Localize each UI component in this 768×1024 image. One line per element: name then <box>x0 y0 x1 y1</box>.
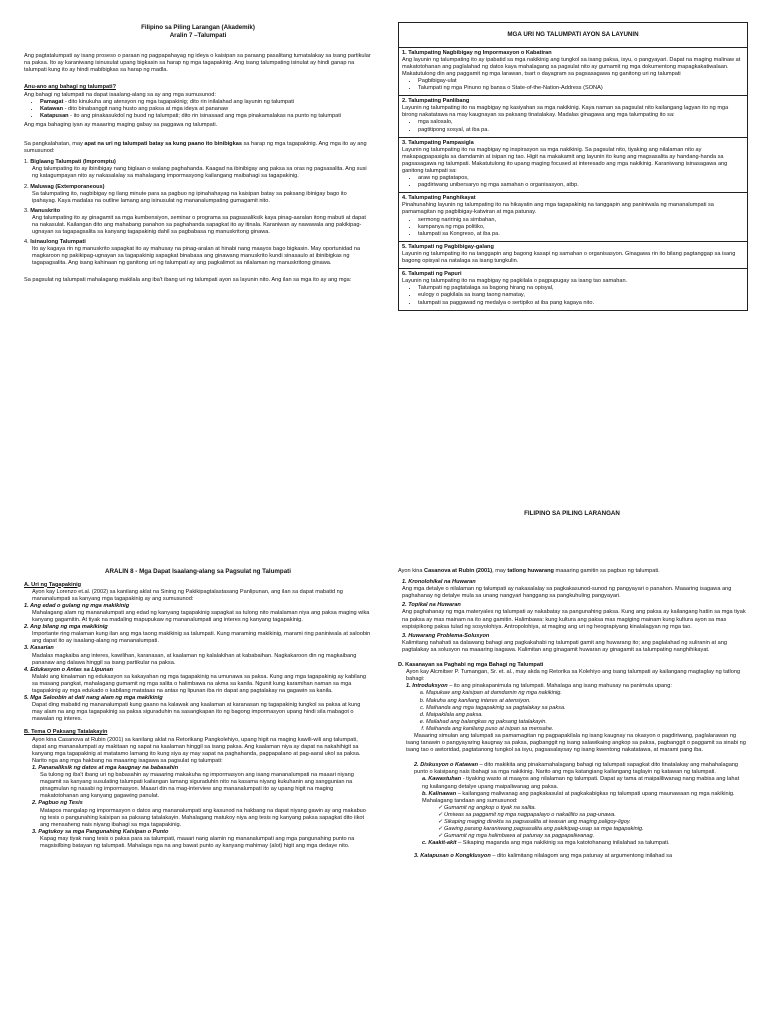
top-left-column <box>24 24 372 288</box>
section-heading: B. Tema O Paksang Tatalakayin <box>24 729 108 736</box>
section-intro: Ayon kay Alcmitser P. Tumangan, Sr. et. al., may akda ng Retorika sa Kolehiyo ang isang talumpati ay kailangang magtaglay ng tatlong bahagi: <box>406 669 741 683</box>
list-item: f. Maihanda ang kanilang puso at isipan sa mensahe. <box>426 726 746 733</box>
parts-list <box>24 99 372 120</box>
list-item: 1. Biglaang Talumpati (Impromptu) Ang talumpating ito ay ibinibigay nang biglaan o walang paghahanda. Kaagad na ibinibigay ang paksa sa oras ng pagsasalita. Ang susi ng katagumpayan nito ay nakasalalay sa mahalagang impormasyong kailangang maibahagi sa tagapakinig. <box>24 159 367 180</box>
box-title: MGA URI NG TALUMPATI AYON SA LAYUNIN <box>399 23 747 48</box>
list-item: 1. Kronolohikal na Huwaran Ang mga detalye o nilalaman ng talumpati ay nakasalalay sa pagkakasunod-sunod ng pangyayari o panahon. Maaaring isagawa ang paghahanay ng detalye mula sa unang nangyari hanggang sa pangkuhuling pangyayari. <box>402 579 732 600</box>
list-item: • Talumpati ng mga Pinuno ng bansa o State-of-the-Nation-Address (SONA) <box>418 85 744 92</box>
list-item: 2. Ang bilang ng mga makikinig Importante ring malaman kung ilan ang mga taong makikinig sa talumpati. Kung maraming makikinig, marami ring paniniwala at saloobin ang dapat ito ay isaalang-alang ng mananalumpati. <box>24 624 371 645</box>
running-header: FILIPINO SA PILING LARANGAN <box>524 510 620 517</box>
list-item: • eulogy o pagkilala sa isang taong namatay, <box>418 292 744 299</box>
list-item: d. Maipakilala ang paksa. <box>426 712 746 719</box>
list-item: c. Kaakit-akit – Sikaping maganda ang mga nakikinig sa mga katotohanang inilalahad sa talumpati. <box>422 840 670 847</box>
list-item: 3. Katapusan o Kongklusyon – dito kalimitang nilalagom ang mga patunay at argumentong inilahad sa <box>414 853 673 860</box>
list-item: a. Mapukaw ang kaisipan at damdamin ng mga nakikinig. <box>426 690 746 697</box>
list-item: 3. Pagtukoy sa mga Pangunahing Kaisipan o Punto Kapag may tiyak nang tesis o paksa para sa talumpati, maaari nang alamin ng mananalumpati ang mga pangunahing punto na magsisilbing batayan ng talumpati. Mahalaga nga na ang bawat punto ay kanyang mahimay (alot) higit ang mga dedaye nito. <box>32 828 355 849</box>
speech-types-box <box>398 22 748 311</box>
box-section: 3. Talumpating Pampasigla Layunin ng talumpating ito na magbigay ng inspirasyon sa mga nakikinig. Sa pagsulat nito, tiyaking ang nilalaman nito ay makapagpapasigla sa damdamin at isipan ng tao. Higit na makakamit ang layunin ito kung ang magsasalita ay handang-handa sa pagsasagawa ng talumpati. Makatutulong ito upang maging focused at interesado ang mga nakikinig. Karaniwang isinasagawa ang ganitong talumpati sa: • araw ng pagtatapos, • pagdiriwang unibersaryo ng mga samahan o organisasyon, atbp. <box>399 138 747 194</box>
list-item: b. Makuha ang kanilang interes at atensiyon. <box>426 698 746 705</box>
list-item: ✓ Sikaping maging direkta sa pagsasalita at iwasan ang maging paligoy-ligoy. <box>444 819 746 826</box>
list-item: • pagdiriwang unibersaryo ng mga samahan o organisasyon, atbp. <box>418 182 744 189</box>
list-item: ✓ Gumamit ng mga halimbawa at patunay sa pagpapaliwanag. <box>444 833 746 840</box>
section-heading: A. Uri ng Tagapakinig <box>24 581 82 588</box>
box-section: 6. Talumpati ng Papuri Layunin ng talumpating ito na magbigay ng pagkilala o pagpupugay sa isang tao samahan. • Talumpati ng pagtatalaga sa bagong hirang na opisyal, • eulogy o pagkilala sa isang taong namatay, • talumpati sa paggawad ng medalya o sertipiko at iba pang kagaya nito. <box>399 269 747 309</box>
list-item: • Pagbibigay-ulat <box>418 78 744 85</box>
list-item: 2. Pagbuo ng Tesis Matapos mangalap ng impormasyon o datos ang mananalumpati ang kasunod na hakbang na dapat niyang gawin ay ang makabuo ng tesis o pangunahing kaisipan sa paksang tatalakayin. Mahalagang matukoy niya ang tesis ng kanyang paksa sapagkat dito iikot ang mensaheng nais niyang ibahagi sa mga tagapakinig. <box>32 800 366 828</box>
list-item: • pagtitipong sosyal, at iba pa. <box>418 127 744 134</box>
lesson-title: Aralin 7 –Talumpati <box>169 31 227 39</box>
list-item: ✓ Gawing parang karaniwang pagsasalita ang pakikipag-usap sa mga tagapakinig. <box>444 826 746 833</box>
list-item: • mga salosalo, <box>418 119 744 126</box>
list-item: 3. Manuskrito Ang talumpating ito ay ginagamit sa mga kumbensiyon, seminar o programa sa pagsasaliksik kaya pinag-aaralan itong mabuti at dapat na nakasulat. Kailangan dito ang mahabang panahon sa paghahanda sapagkat ito ay itinala. Karaniwan ay nawawala ang pakikipag-ugnayan sa tagapagsalita sa kanyang tagapakinig dahil sa pagbabasa ng manuskritong ginawa. <box>24 207 366 236</box>
parts-note: Ang mga bahaging iyan ay maaaring maging gabay sa paggawa ng talumpati. <box>24 121 218 128</box>
section-heading: D. Kasanayan sa Paghabi ng mga Bahagi ng Talumpati <box>398 662 544 669</box>
list-item: 3. Huwarang Problema-Solusyon Kalimitang nahahati sa dalawang bahagi ang pagkakahabi ng talumpati gamit ang huwarang ito; ang paglalahad ng suliranin at ang pagtalakay sa solusyon na maaaring isagawa. Kalimitan ang ginagamit huwaran ay ginagamit sa talumpating nanghihikayat. <box>402 632 727 653</box>
box-section: 5. Talumpati ng Pagbibigay-galang Layunin ng talumpating ito na tanggapin ang bagong kasapi ng samahan o organisasyon. Ginagawa rin ito bilang pagtanggap sa isang bagong opisyal na natalaga sa isang tungkulin. <box>399 242 747 269</box>
kinds-list <box>24 159 372 267</box>
patterns-intro: Ayon kina Casanova at Rubin (2001), may tatlong huwarang maaaring gamitin sa pagbuo ng talumpati. <box>398 568 660 574</box>
parts-intro: Ang bahagi ng talumpati na dapat isaalang-alang sa ay ang mga sumusunod: <box>24 91 216 98</box>
list-item: ✓ Gumamit ng angkop o tiyak na salita. <box>444 805 746 812</box>
list-item: 2. Maluwag (Extemporaneous) Sa talumpating ito, nagbibigay ng ilang minute para sa pagbuo ng ipinahahayag na kaisipan batay sa paksang ibinigay bago ito ipahayag. Kaya madalas na outline lamang ang isinusulat ng mananalumpating gumagamit nito. <box>24 183 347 204</box>
parts-heading: Anu-ano ang bahagi ng talumpati? <box>24 84 116 91</box>
list-item: • araw ng pagtatapos, <box>418 175 744 182</box>
list-item: 4. Edukasyon o Antas sa Lipunan Malaki ang kinalaman ng edukasyon sa kakayahan ng mga tagapakinig na umunawa sa paksa. Kung ang mga tagapakinig ay kabilang sa masang pangkat, mahalagang gumamit ng mga salita o halimbawa na akma sa kanila. Ngunit kung karamihan naman sa mga tagapakinig ay mga edukado o kabilang matataas na antas ng lipunan iba rin dapat ang pagtalakay na gagawin sa kanila. <box>24 666 366 694</box>
box-section: 2. Talumpating Panlibang Layunin ng talumpating ito na magbigay ng kasiyahan sa mga nakikinig. Kaya naman sa pagsulat nito kailangang lagyan ito ng mga birong nakatatawa na may kaugnayan sa paksang tinatalakay. Madalas ginagawa ang mga talumpating ito sa: • mga salosalo, • pagtitipong sosyal, at iba pa. <box>399 96 747 137</box>
page-top <box>0 0 768 510</box>
box-section: 1. Talumpating Nagbibigay ng Impormasyon o Kabatiran Ang layunin ng talumpating ito ay ipabatid sa mga nakikinig ang tungkol sa isang paksa, isyu, o pangyayari. Dapat na maging malinaw at makatotohanan ang paglalahad ng datos kaya mahalagang sa pagsulat nito ay gumamit ng mga dokumentong mapagkakatiwalaan. Makatutulong din ang paggamit ng mga larawan, tsart o dayagram sa pagsasagawa ng ganitong uri ng talumpati • Pagbibigay-ulat • Talumpati ng mga Pinuno ng bansa o State-of-the-Nation-Address (SONA) <box>399 48 747 97</box>
page-bottom <box>0 510 768 1024</box>
list-item: 3. Kasarian Madalas magkaiba ang interes, kawilihan, karanasan, at kaalaman ng kalalakihan at kababaihan. Nagkakaroon din ng magkaibang pananaw ang dalawa hinggil sa isang partikular na paksa. <box>24 645 357 666</box>
list-item: e. Mailahad ang balangkas ng paksang tatalakayin. <box>426 719 746 726</box>
section-intro: Ayon kay Lorenzo et.al. (2002) sa kanilang aklat na Sining ng Pakikipagtalastasang Panlipunan, ang ilan sa dapat mabatid ng mananalumpati sa kanyang mga tagapakinig ay ang sumusunod: <box>32 588 343 602</box>
bottom-right-column <box>398 568 746 860</box>
list-item: ✓ Umiwas sa paggamit ng mga nagpapalayo o nakalilito sa pag-unawa. <box>444 812 746 819</box>
clarity-list <box>398 805 746 840</box>
list-item: • kampanya ng mga politiko, <box>418 224 744 231</box>
list-item: • talumpati sa Kongreso, at iba pa. <box>418 231 744 238</box>
list-item: • Katawan - dito binabanggit nang husto ang paksa at mga ideya at pananaw <box>40 106 372 113</box>
document-title: Filipino sa Piling Larangan (Akademik) <box>141 24 255 31</box>
closing-paragraph: Sa pagsulat ng talumpati mahalagang makilala ang iba't ibang uri ng talumpati ayon sa layunin nito. Ang ilan sa mga ito ay ang mga: <box>24 276 352 283</box>
box-section: 4. Talumpating Panghikayat Pinahunahing layunin ng talumpating ito na hikayatin ang mga tagapakinig na tanggapin ang paniniwala ng mananalumpati sa pamamagitan ng pagbibigay-katwiran at mga patunay. • sermong naririnig sa simbahan, • kampanya ng mga politiko, • talumpati sa Kongreso, at iba pa. <box>399 193 747 242</box>
list-item: c. Maihanda ang mga tagapakinig sa pagtalakay sa paksa. <box>426 705 746 712</box>
list-item: • sermong naririnig sa simbahan, <box>418 217 744 224</box>
list-item: • talumpati sa paggawad ng medalya o sertipiko at iba pang kagaya nito. <box>418 300 744 307</box>
list-item: 4. Isinaulong Talumpati Ito ay kagaya rin ng manuskrito sapagkat ito ay mahusay na pinag-aralan at hinabi nang maayos bago bigkasin. May oportunidad na magkaroon ng pakikipag-ugnayan sa tagapakinig sapagkat binabasa ang ginawang manuskrito kundi sinasaulo at ibinibigkas ng tagapagsalita. Ang isang kahinaan ng ganitong uri ng talumpati ay ang pagkalimot sa nilalaman ng manuskritong ginawa. <box>24 239 361 267</box>
bottom-left-column <box>24 568 372 850</box>
list-item: b. Kalinawan – kailangang maliwanag ang pagkakasulat at pagkakabigkas ng talumpati upang maunawaan ng mga nakikinig. Mahalagang tandaan ang sumusunod: <box>422 790 735 804</box>
list-item: • Pamagat - dito kinukuha ang atensyon ng mga tagapakinig; dito rin inilalahad ang layunin ng talumpati <box>40 99 372 106</box>
list-item: a. Kawastuhan - tiyaking wasto at maayos ang nilalaman ng talumpati. Dapat ay tama at maipaliliwanag nang mabisa ang lahat ng kailangang detalye upang maipaliwanag ang paksa. <box>422 776 740 790</box>
list-item: 2. Topikal na Huwaran Ang paghahanay ng mga materyales ng talumpati ay nakabatay sa pangunahing paksa. Kung ang paksa ay kailangang hatiin sa mga tiyak na paksa ay mas mainam na ito ang gamitin. Halimbawa: kung kultura ang paksa mas magiging mainam kung kultura ayon sa mas espisipikong paksa tulad ng sosyolohiya. Antropolohiya, at maging ang uri ng heograpiyang kinalalagyan ng mga tao. <box>402 602 746 630</box>
list-item: 1. Pananaliksik ng datos at mga kaugnay na babasahin Sa tulong ng iba't ibang uri ng babasahin ay maaaring makakuha ng impormasyon ang isang mananalumpati na maaari niyang magamit sa kanyang susulating talumpati kailangan lamang siguraduhin nito na kasama niyang kukuhanin ang sanggunian na pinagmulan ng nasabi ng impormasyon. Maaari din na mag-interview ang mananalumpati ito ay upang higit na maging makatotohanan ang kanyang gagawing panulat. <box>32 764 354 800</box>
list-item: 1. Ang edad o gulang ng mga makikinig Mahalagang alam ng mananalumpati ang edad ng kanyang tagapakinig sapagkat sa tulong nito malalaman niya ang paksa maging wika kanyang gagamitin. At tiyak na madaling mapupukaw ng mananalumpati ang interes ng kanyang tagapakinig. <box>24 602 370 624</box>
list-item: 1. Introduksyon – ito ang pinakapanimula ng talumpati. Mahalaga ang isang mahusay na panimula upang: <box>406 683 672 690</box>
list-item: • Talumpati ng pagtatalaga sa bagong hirang na opisyal, <box>418 285 744 292</box>
lesson-title: ARALIN 8 - Mga Dapat Isaalang-alang sa Pagsulat ng Talumpati <box>105 568 291 575</box>
section-intro: Ayon kina Casanova at Rubin (2001) sa kanilang aklat na Retorikang Pangkolehiyo, upang higit na maging kawili-wili ang talumpati, dapat ang mananalumpati ay makitaan ng sapat na kaalaman hinggil sa isang paksa. Ang kaalaman niya ay dapat na nakahihigit sa kanyang mga tagapakinig at matatamo lamang ito kung siya ay may sapat na paghahanda, pagpapalano at pag-aaral ukol sa paksa. Narito nga ang mga hakbang na maaaring isagawa sa pagsulat ng talumpati: <box>32 736 361 764</box>
intro-paragraph: Ang pagtatalumpati ay isang proseso o paraan ng pagpapahayag ng ideya o kaisipan sa paraang pasalitang tumatalakay sa isang partikular na paksa. Ito ay karaniwang isinusulat upang bigkasin sa harap ng mga tagapakinig. Ang isang talumpating isinulat ay hindi ganap na talumpati kung ito ay hindi mabibigkas sa harap ng madla. <box>24 53 371 74</box>
kinds-intro: Sa pangkalahatan, may apat na uri ng talumpati batay sa kung paano ito binibigkas sa harap ng mga tagapakinig. Ang mga ito ay ang sumusunod: <box>24 141 367 155</box>
paragraph: Maaaring simulan ang talumpati sa pamamagitan ng pagpapakilala ng isang kaugnay na okasyon o pagdiriwang, paglalarawan ng isang tanawin o pangyayaring kaugnay sa paksa, pagbanggit ng isang salawikaing angkop sa paksa, pagbanggit o paggamit sa sinabi ng isang tao o awtoridad, pagtatanong tungkol sa isyu, pagsasalaysay ng isang kwentong nakatatawa, at marami pang iba. <box>406 732 746 754</box>
list-item: • Katapusan - ito ang pinakasukdol ng buod ng talumpati; dito rin isinasaad ang mga pinakamalakas na punto ng talumpati <box>40 113 372 120</box>
intro-purpose-list <box>398 690 746 733</box>
list-item: 5. Mga Saloobin at dati nang alam ng mga makikinig Dapat ding mabatid ng mananalumpati kung gaano na kalawak ang kaalaman at karanasan ng tagapakinig tungkol sa paksa at kung may alam na ang mga tagapakinig sa paksa siguraduhin na sasangkapan ito ng bagong impormasyon upang hindi sila mabagot o mawalan ng interes. <box>24 695 361 723</box>
list-item: 2. Diskusyon o Katawan – dito makikita ang pinakamahalagang bahagi ng talumpati sapagkat dito tinatalakay ang mahahalagang punto o kaisipang nais ibahagi sa mga nakikinig. Narito ang mga katangiang kailangang taglayin ng katawan ng talumpati. <box>414 762 739 776</box>
